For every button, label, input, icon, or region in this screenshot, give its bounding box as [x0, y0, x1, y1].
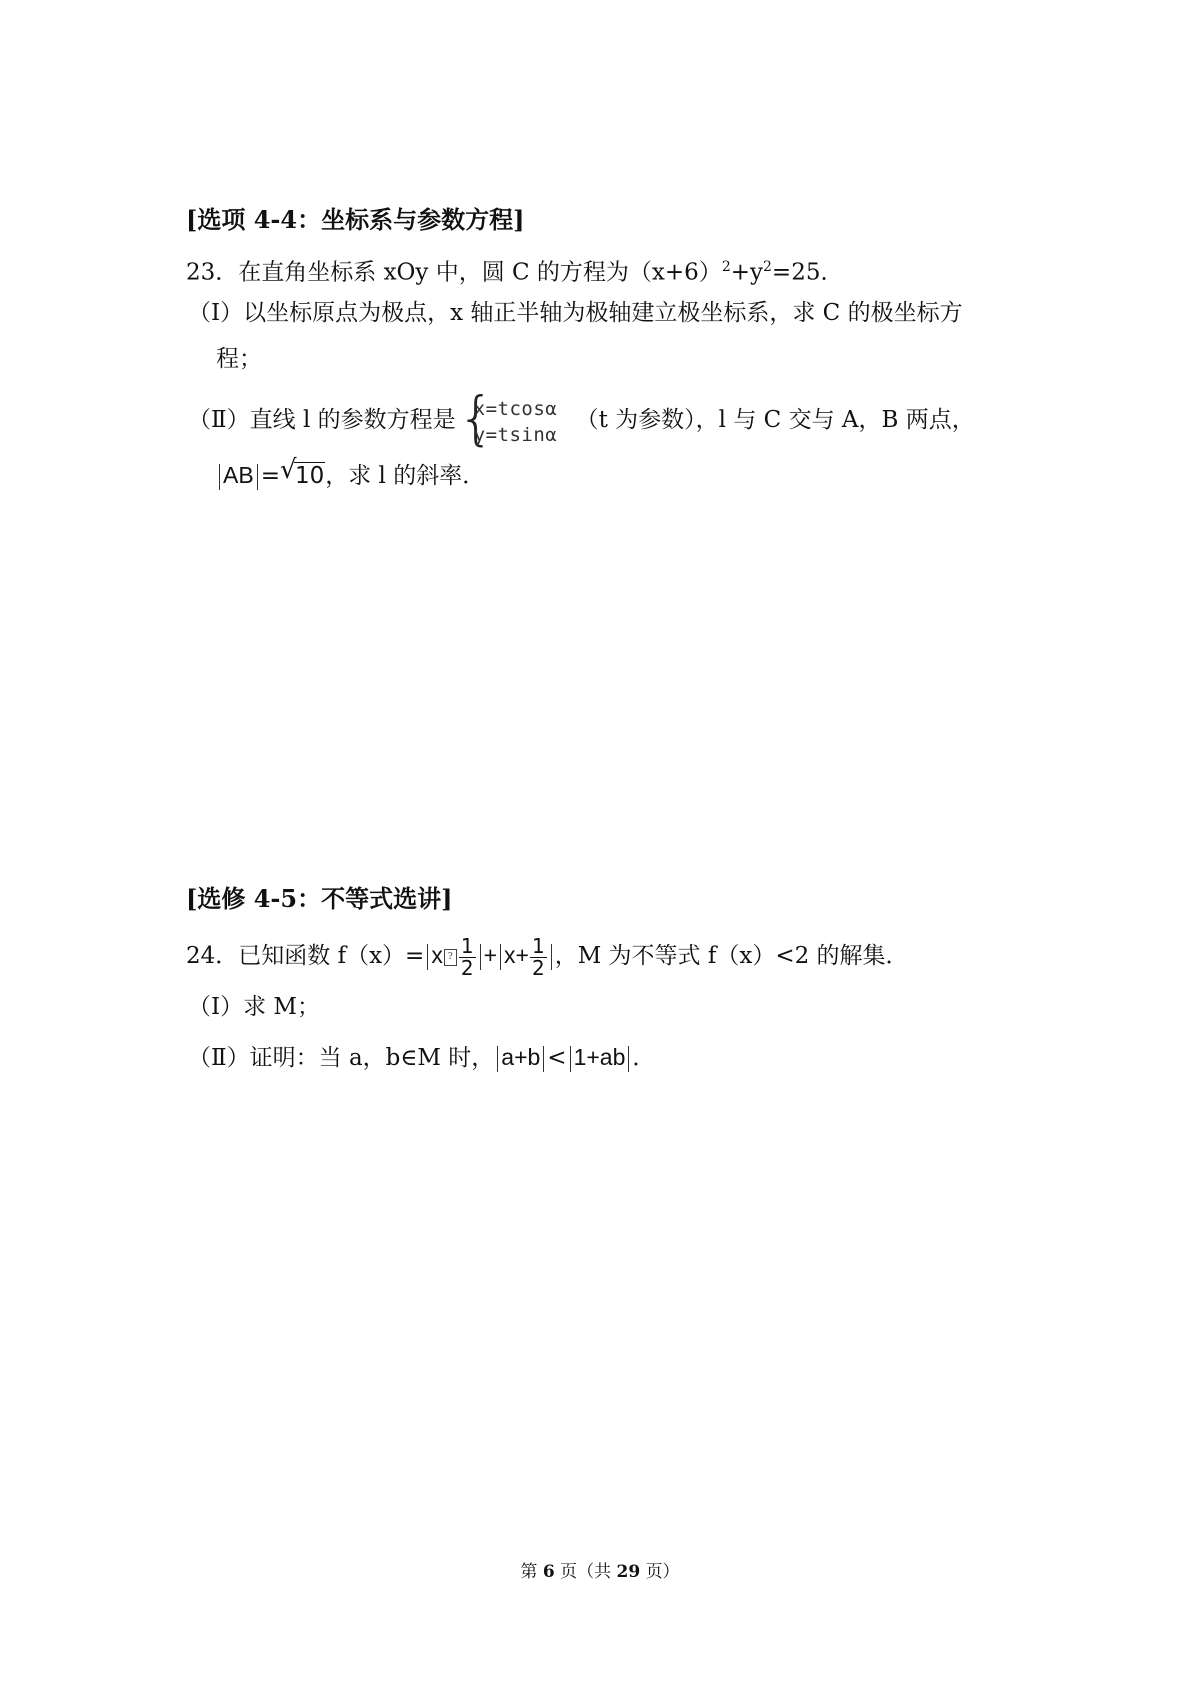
fraction-denominator: 2: [531, 955, 545, 980]
question-23-part-2-line-2: [216, 455, 486, 493]
total-page-count: 29: [616, 1562, 641, 1582]
question-23-text: 23．在直角坐标系 xOy 中，圆 C 的方程为（x+6）: [186, 259, 722, 286]
section-heading-coordinate-systems: [选项 4-4：坐标系与参数方程]: [186, 205, 525, 234]
question-23-part-2-prefix: （Ⅱ）直线 l 的参数方程是: [188, 407, 456, 433]
exponent: 2: [721, 259, 731, 275]
radicand: 10: [294, 463, 325, 489]
radical-icon: √: [279, 455, 297, 485]
less-than-sign: <: [547, 1045, 567, 1071]
square-root: [279, 455, 325, 493]
question-24-suffix: ，M 为不等式 f（x）<2 的解集．: [554, 943, 909, 969]
question-23-part-2-suffix: （t 为参数），l 与 C 交与 A，B 两点，: [575, 407, 975, 433]
equals-sign: =: [260, 463, 280, 489]
absolute-value-bar: [219, 464, 220, 490]
footer-suffix: 页）: [645, 1562, 680, 1582]
question-24-part-2-end: ．: [632, 1045, 656, 1071]
question-23-part-2-end: ，求 l 的斜率．: [325, 463, 486, 489]
abs-one-plus-ab: 1+ab: [573, 1044, 626, 1070]
fraction-denominator: 2: [460, 955, 474, 980]
exponent: 2: [763, 259, 772, 275]
absolute-value-bar: [551, 944, 552, 970]
variable-x: x: [431, 942, 443, 968]
equation-x: x=tcosα: [473, 398, 558, 420]
plus-sign: +: [483, 942, 498, 968]
question-24-part-2: [188, 1040, 655, 1075]
absolute-value-bar: [480, 944, 481, 970]
absolute-value-bar: [628, 1046, 629, 1072]
question-24-prefix: 24．已知函数 f（x）=: [186, 943, 425, 969]
question-23-part-2-line-1: [188, 384, 975, 452]
absolute-value-bar: [500, 944, 501, 970]
page-footer: [0, 1560, 1200, 1584]
question-23-mid: +y: [730, 259, 763, 286]
question-24-statement: [186, 930, 909, 981]
absolute-value-bar: [570, 1046, 571, 1072]
absolute-value-bar: [427, 944, 428, 970]
footer-prefix: 第: [520, 1562, 538, 1582]
equation-y: y=tsinα: [473, 424, 558, 446]
fraction-numerator: 1: [460, 933, 474, 958]
question-24-part-2-prefix: （Ⅱ）证明：当 a，b∈M 时，: [188, 1045, 495, 1071]
absolute-value-bar: [257, 464, 258, 490]
question-24-part-1: （Ⅰ）求 M；: [188, 994, 320, 1020]
section-heading-inequalities: [选修 4-5：不等式选讲]: [186, 884, 453, 913]
fraction-one-half: [530, 933, 547, 980]
question-23-end: =25．: [771, 259, 844, 286]
fraction-numerator: 1: [531, 933, 545, 958]
absolute-value-bar: [543, 1046, 544, 1072]
question-23-part-1-line-2: 程；: [216, 346, 262, 372]
left-brace-icon: {: [457, 384, 495, 452]
unknown-symbol-icon: ?: [444, 949, 457, 966]
absolute-value-bar: [497, 1046, 498, 1072]
footer-mid: 页（共: [560, 1562, 612, 1582]
question-23-part-1-line-1: （Ⅰ）以坐标原点为极点，x 轴正半轴为极轴建立极坐标系，求 C 的极坐标方: [188, 300, 963, 326]
question-23-statement: [186, 250, 843, 290]
fraction-one-half: [459, 933, 476, 980]
current-page-number: 6: [542, 1562, 555, 1582]
x-plus: x+: [504, 942, 529, 968]
parametric-equation-system: [457, 384, 570, 452]
segment-ab: AB: [223, 462, 254, 488]
abs-a-plus-b: a+b: [501, 1044, 541, 1070]
